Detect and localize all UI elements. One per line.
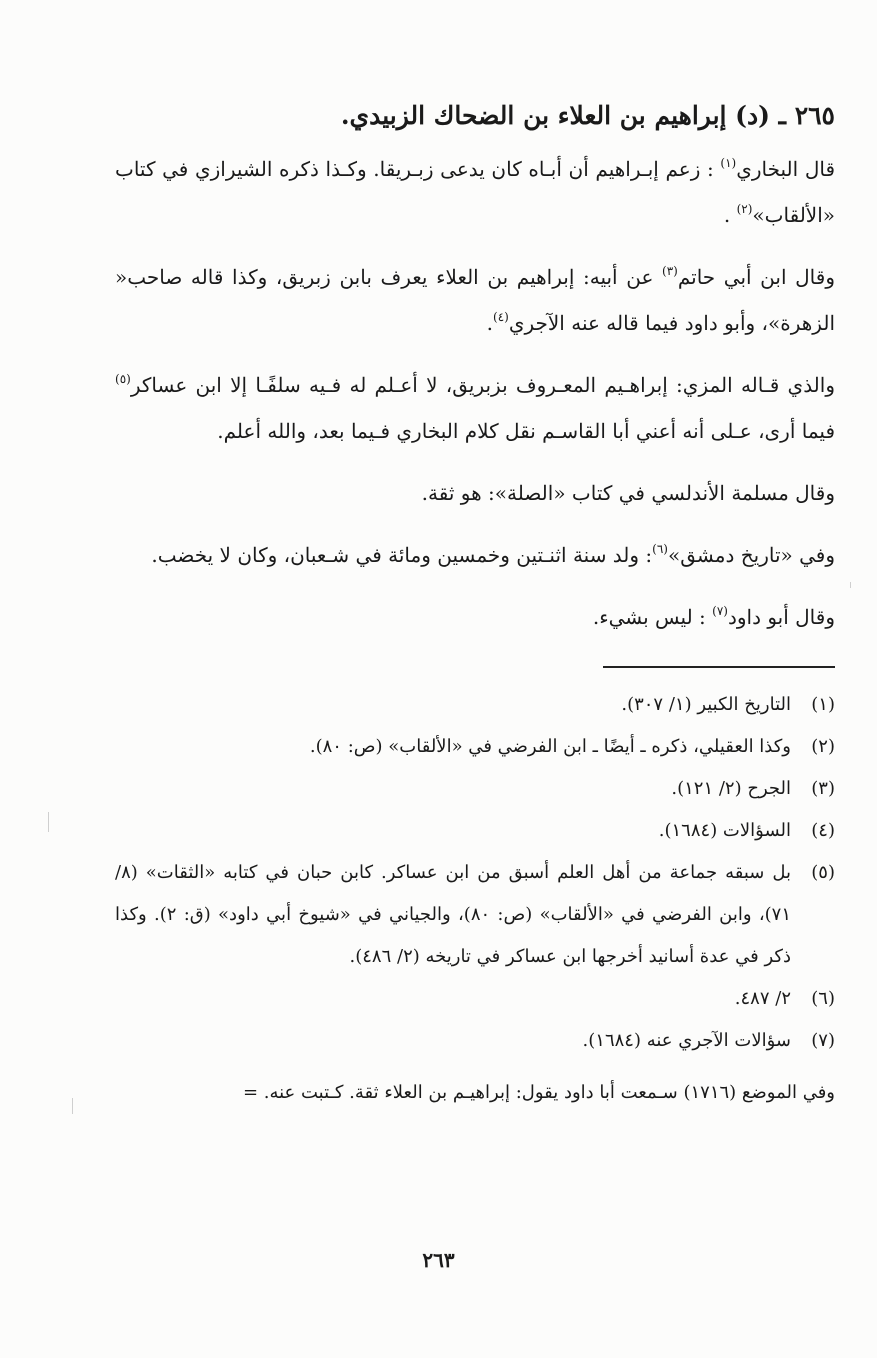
footnote-continuation: وفي الموضع (١٧١٦) سـمعت أبا داود يقول: إبراهيـم بن العلاء ثقة. كـتبت عنه. = bbox=[242, 1082, 835, 1103]
footnote-number: (٤) bbox=[811, 820, 835, 841]
footnote bbox=[115, 726, 835, 768]
footnote bbox=[115, 768, 835, 810]
footnote-number: (٢) bbox=[811, 736, 835, 757]
scan-mark bbox=[850, 582, 851, 588]
footnote bbox=[115, 1020, 835, 1062]
scan-mark bbox=[72, 1098, 73, 1114]
footnote-text: الجرح (٢/ ١٢١). bbox=[671, 778, 791, 799]
footnote-ref: (٧) bbox=[712, 604, 728, 618]
footnote-ref: (٣) bbox=[662, 264, 678, 278]
footnote-ref: (٢) bbox=[736, 202, 753, 216]
footnote-text: بل سبقه جماعة من أهل العلم أسبق من ابن عساكر. كابن حبان في كتابه «الثقات» (٨/ ٧١)، وابن الفرضي في «الألقاب» (ص: ٨٠)، والجياني في «شيوخ أبي داود» (ق: ٢). وكذا ذكر في عدة أسانيد أخرجها ابن عساكر في تاريخه (٢/ ٤٨٦). bbox=[115, 862, 791, 967]
footnote-number: (٥) bbox=[811, 862, 835, 883]
text-column bbox=[115, 92, 835, 1114]
footnote-text: سؤالات الآجري عنه (١٦٨٤). bbox=[582, 1030, 791, 1051]
page-number: ٢٦٣ bbox=[422, 1248, 455, 1272]
footnote-number: (١) bbox=[811, 694, 835, 715]
footnote-number: (٣) bbox=[811, 778, 835, 799]
footnote-text: ٢/ ٤٨٧. bbox=[734, 988, 791, 1009]
footnote-number: (٧) bbox=[811, 1030, 835, 1051]
footnote-ref: (٥) bbox=[115, 372, 131, 386]
footnote-ref: (١) bbox=[720, 156, 737, 170]
footnote-text: وكذا العقيلي، ذكره ـ أيضًا ـ ابن الفرضي في «الألقاب» (ص: ٨٠). bbox=[309, 736, 791, 757]
body-paragraph: والذي قـاله المزي: إبراهـيم المعـروف بزبريق، لا أعـلم له فـيه سلفًـا إلا ابن عساكر$^{(٥)}$ فيما أرى، عـلى أنه أعني أبا القاسـم نقل كلام البخاري فـيما بعد، والله أعلم. bbox=[115, 372, 835, 443]
footnote bbox=[115, 810, 835, 852]
footnote bbox=[115, 684, 835, 726]
footnote-ref: (٤) bbox=[493, 310, 509, 324]
scan-mark bbox=[48, 812, 49, 832]
footnote-divider bbox=[603, 666, 835, 668]
footnote bbox=[115, 978, 835, 1020]
entry-title: ٢٦٥ ـ (د) إبراهيم بن العلاء بن الضحاك الزبيدي. bbox=[340, 101, 835, 130]
body-paragraph: وقال أبو داود$^{(٧)}$ : ليس بشيء. bbox=[592, 604, 835, 629]
footnote-text: السؤالات (١٦٨٤). bbox=[658, 820, 791, 841]
body-paragraph: وقال مسلمة الأندلسي في كتاب «الصلة»: هو ثقة. bbox=[421, 481, 835, 505]
footnote-text: التاريخ الكبير (١/ ٣٠٧). bbox=[621, 694, 791, 715]
footnote-ref: (٦) bbox=[652, 542, 668, 556]
footnote bbox=[115, 852, 835, 978]
body-paragraph: قال البخاري$^{(١)}$ : زعم إبـراهيم أن أبـاه كان يدعى زبـريقا. وكـذا ذكره الشيرازي في كتاب «الألقاب»$^{(٢)}$ . bbox=[115, 156, 836, 227]
footnote-number: (٦) bbox=[811, 988, 835, 1009]
body-paragraph: وقال ابن أبي حاتم$^{(٣)}$ عن أبيه: إبراهيم بن العلاء يعرف بابن زبريق، وكذا قاله صاحب« الزهرة»، وأبو داود فيما قاله عنه الآجري$^{(٤)}$. bbox=[115, 264, 835, 335]
body-paragraph: وفي «تاريخ دمشق»$^{(٦)}$: ولد سنة اثنـتين وخمسين ومائة في شـعبان، وكان لا يخضب. bbox=[151, 542, 835, 567]
